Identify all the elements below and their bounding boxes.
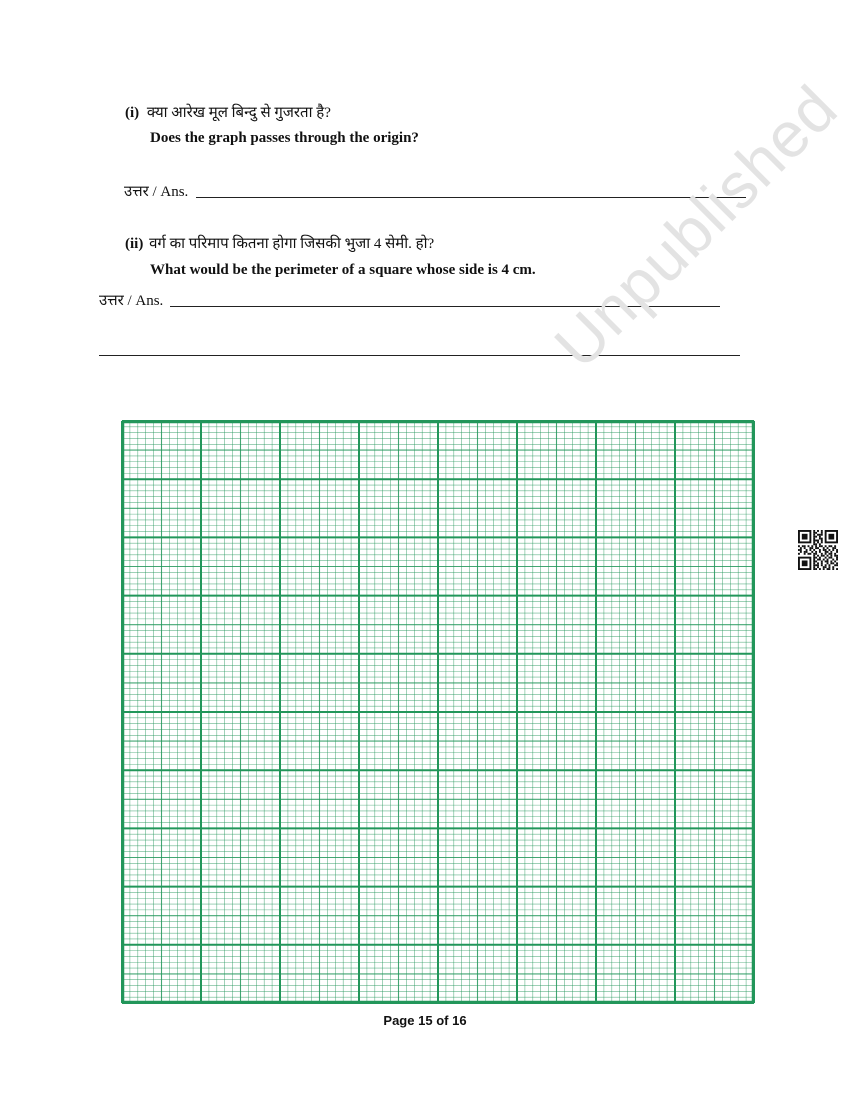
qr-module: [815, 564, 817, 566]
footer-separator: of: [436, 1013, 449, 1028]
qr-module: [821, 534, 823, 536]
qr-module: [813, 530, 815, 532]
qr-module: [813, 534, 815, 536]
qr-module: [817, 555, 819, 557]
qr-module: [834, 547, 836, 549]
graph-paper[interactable]: [122, 421, 754, 1003]
qr-module: [834, 560, 836, 562]
qr-module: [815, 532, 817, 534]
qr-module: [809, 553, 811, 555]
qr-module: [813, 560, 815, 562]
qr-module: [817, 562, 819, 564]
qr-module: [817, 547, 819, 549]
qr-module: [813, 549, 815, 551]
qr-module: [832, 568, 834, 570]
qr-module: [804, 551, 806, 553]
qr-module: [821, 530, 823, 532]
question-ii-number: (ii): [125, 236, 144, 252]
qr-module: [798, 549, 800, 551]
qr-module: [813, 553, 815, 555]
qr-finder-core: [828, 534, 834, 540]
qr-module: [828, 564, 830, 566]
qr-module: [802, 545, 804, 547]
qr-module: [819, 536, 821, 538]
qr-module: [830, 551, 832, 553]
qr-module: [821, 562, 823, 564]
qr-module: [834, 555, 836, 557]
qr-module: [821, 560, 823, 562]
qr-module: [825, 551, 827, 553]
qr-module: [817, 564, 819, 566]
qr-module: [834, 545, 836, 547]
question-ii-hindi-row: [125, 233, 434, 253]
qr-module: [827, 568, 829, 570]
qr-module: [821, 564, 823, 566]
qr-module: [813, 562, 815, 564]
qr-module: [804, 547, 806, 549]
qr-module: [813, 559, 815, 561]
qr-module: [823, 566, 825, 568]
qr-module: [828, 545, 830, 547]
qr-module: [827, 547, 829, 549]
qr-module: [830, 545, 832, 547]
qr-module: [819, 549, 821, 551]
qr-module: [823, 568, 825, 570]
qr-module: [811, 551, 813, 553]
qr-module: [830, 560, 832, 562]
qr-module: [825, 557, 827, 559]
watermark-text: Unpublished: [540, 71, 851, 382]
qr-module: [828, 549, 830, 551]
qr-module: [800, 551, 802, 553]
qr-module: [808, 545, 810, 547]
qr-module: [832, 547, 834, 549]
qr-module: [809, 549, 811, 551]
qr-module: [806, 549, 808, 551]
qr-finder-core: [802, 534, 808, 540]
qr-module: [836, 555, 838, 557]
qr-module: [821, 555, 823, 557]
question-i-hindi-row: [125, 102, 331, 122]
qr-module: [827, 560, 829, 562]
qr-module: [817, 540, 819, 542]
qr-module: [821, 553, 823, 555]
qr-module: [819, 534, 821, 536]
qr-module: [813, 532, 815, 534]
qr-module: [817, 559, 819, 561]
qr-module: [815, 536, 817, 538]
qr-module: [825, 560, 827, 562]
footer-page-number: 15: [418, 1013, 433, 1028]
qr-module: [823, 559, 825, 561]
qr-module: [815, 560, 817, 562]
qr-module: [804, 553, 806, 555]
qr-module: [827, 559, 829, 561]
qr-module: [825, 549, 827, 551]
qr-module: [813, 566, 815, 568]
qr-module: [815, 547, 817, 549]
qr-module: [813, 536, 815, 538]
question-i-hindi: क्या आरेख मूल बिन्दु से गुजरता है?: [146, 105, 331, 121]
qr-module: [819, 543, 821, 545]
qr-finder-core: [802, 560, 808, 566]
qr-module: [815, 543, 817, 545]
qr-module: [808, 553, 810, 555]
qr-module: [815, 540, 817, 542]
qr-module: [830, 562, 832, 564]
qr-module: [834, 564, 836, 566]
qr-module: [800, 549, 802, 551]
qr-module: [836, 551, 838, 553]
qr-module: [821, 541, 823, 543]
qr-module: [815, 553, 817, 555]
qr-module: [819, 551, 821, 553]
qr-module: [823, 547, 825, 549]
qr-module: [817, 530, 819, 532]
qr-module: [836, 564, 838, 566]
qr-module: [813, 540, 815, 542]
qr-module: [836, 568, 838, 570]
qr-module: [836, 549, 838, 551]
footer-page-total: 16: [452, 1013, 467, 1028]
qr-module: [823, 555, 825, 557]
qr-module: [823, 549, 825, 551]
qr-module: [817, 534, 819, 536]
qr-module: [836, 557, 838, 559]
qr-module: [813, 555, 815, 557]
qr-module: [817, 541, 819, 543]
qr-module: [813, 538, 815, 540]
qr-module: [827, 551, 829, 553]
qr-module: [821, 538, 823, 540]
qr-module: [815, 545, 817, 547]
qr-module: [819, 559, 821, 561]
qr-module: [827, 555, 829, 557]
qr-module: [832, 549, 834, 551]
qr-code-icon: [798, 530, 838, 570]
qr-module: [813, 543, 815, 545]
qr-module: [815, 551, 817, 553]
qr-module: [813, 541, 815, 543]
qr-module: [798, 545, 800, 547]
qr-module: [836, 559, 838, 561]
qr-module: [832, 562, 834, 564]
qr-module: [804, 545, 806, 547]
qr-module: [809, 547, 811, 549]
qr-module: [813, 564, 815, 566]
watermark: [520, 71, 851, 400]
qr-module: [821, 545, 823, 547]
qr-module: [827, 562, 829, 564]
qr-module: [815, 568, 817, 570]
qr-module: [813, 568, 815, 570]
qr-module: [821, 540, 823, 542]
qr-module: [819, 545, 821, 547]
qr-module: [813, 557, 815, 559]
qr-module: [825, 564, 827, 566]
qr-module: [830, 555, 832, 557]
qr-module: [830, 557, 832, 559]
qr-module: [819, 568, 821, 570]
footer-prefix: Page: [383, 1013, 415, 1028]
page-footer: [0, 1013, 850, 1028]
qr-module: [819, 557, 821, 559]
qr-module: [800, 547, 802, 549]
answer-ii-label: उत्तर / Ans.: [99, 293, 164, 309]
qr-module: [830, 553, 832, 555]
question-ii-hindi: वर्ग का परिमाप कितना होगा जिसकी भुजा 4 सेमी. हो?: [149, 236, 435, 252]
qr-module: [828, 568, 830, 570]
qr-module: [828, 557, 830, 559]
qr-module: [811, 547, 813, 549]
qr-module: [821, 532, 823, 534]
answer-i-label: उत्तर / Ans.: [124, 184, 189, 200]
qr-module: [815, 557, 817, 559]
qr-module: [828, 553, 830, 555]
qr-module: [825, 553, 827, 555]
qr-module: [806, 551, 808, 553]
qr-module: [825, 566, 827, 568]
qr-module: [825, 545, 827, 547]
qr-module: [832, 566, 834, 568]
question-i-english: Does the graph passes through the origin?: [150, 130, 419, 146]
qr-module: [798, 553, 800, 555]
qr-module: [811, 545, 813, 547]
qr-module: [819, 538, 821, 540]
qr-module: [832, 559, 834, 561]
qr-module: [836, 562, 838, 564]
qr-module: [834, 553, 836, 555]
answer-i-line[interactable]: [196, 197, 746, 198]
qr-module: [828, 566, 830, 568]
question-i-number: (i): [125, 105, 140, 121]
question-ii-english: What would be the perimeter of a square whose side is 4 cm.: [150, 262, 536, 278]
qr-module: [817, 566, 819, 568]
